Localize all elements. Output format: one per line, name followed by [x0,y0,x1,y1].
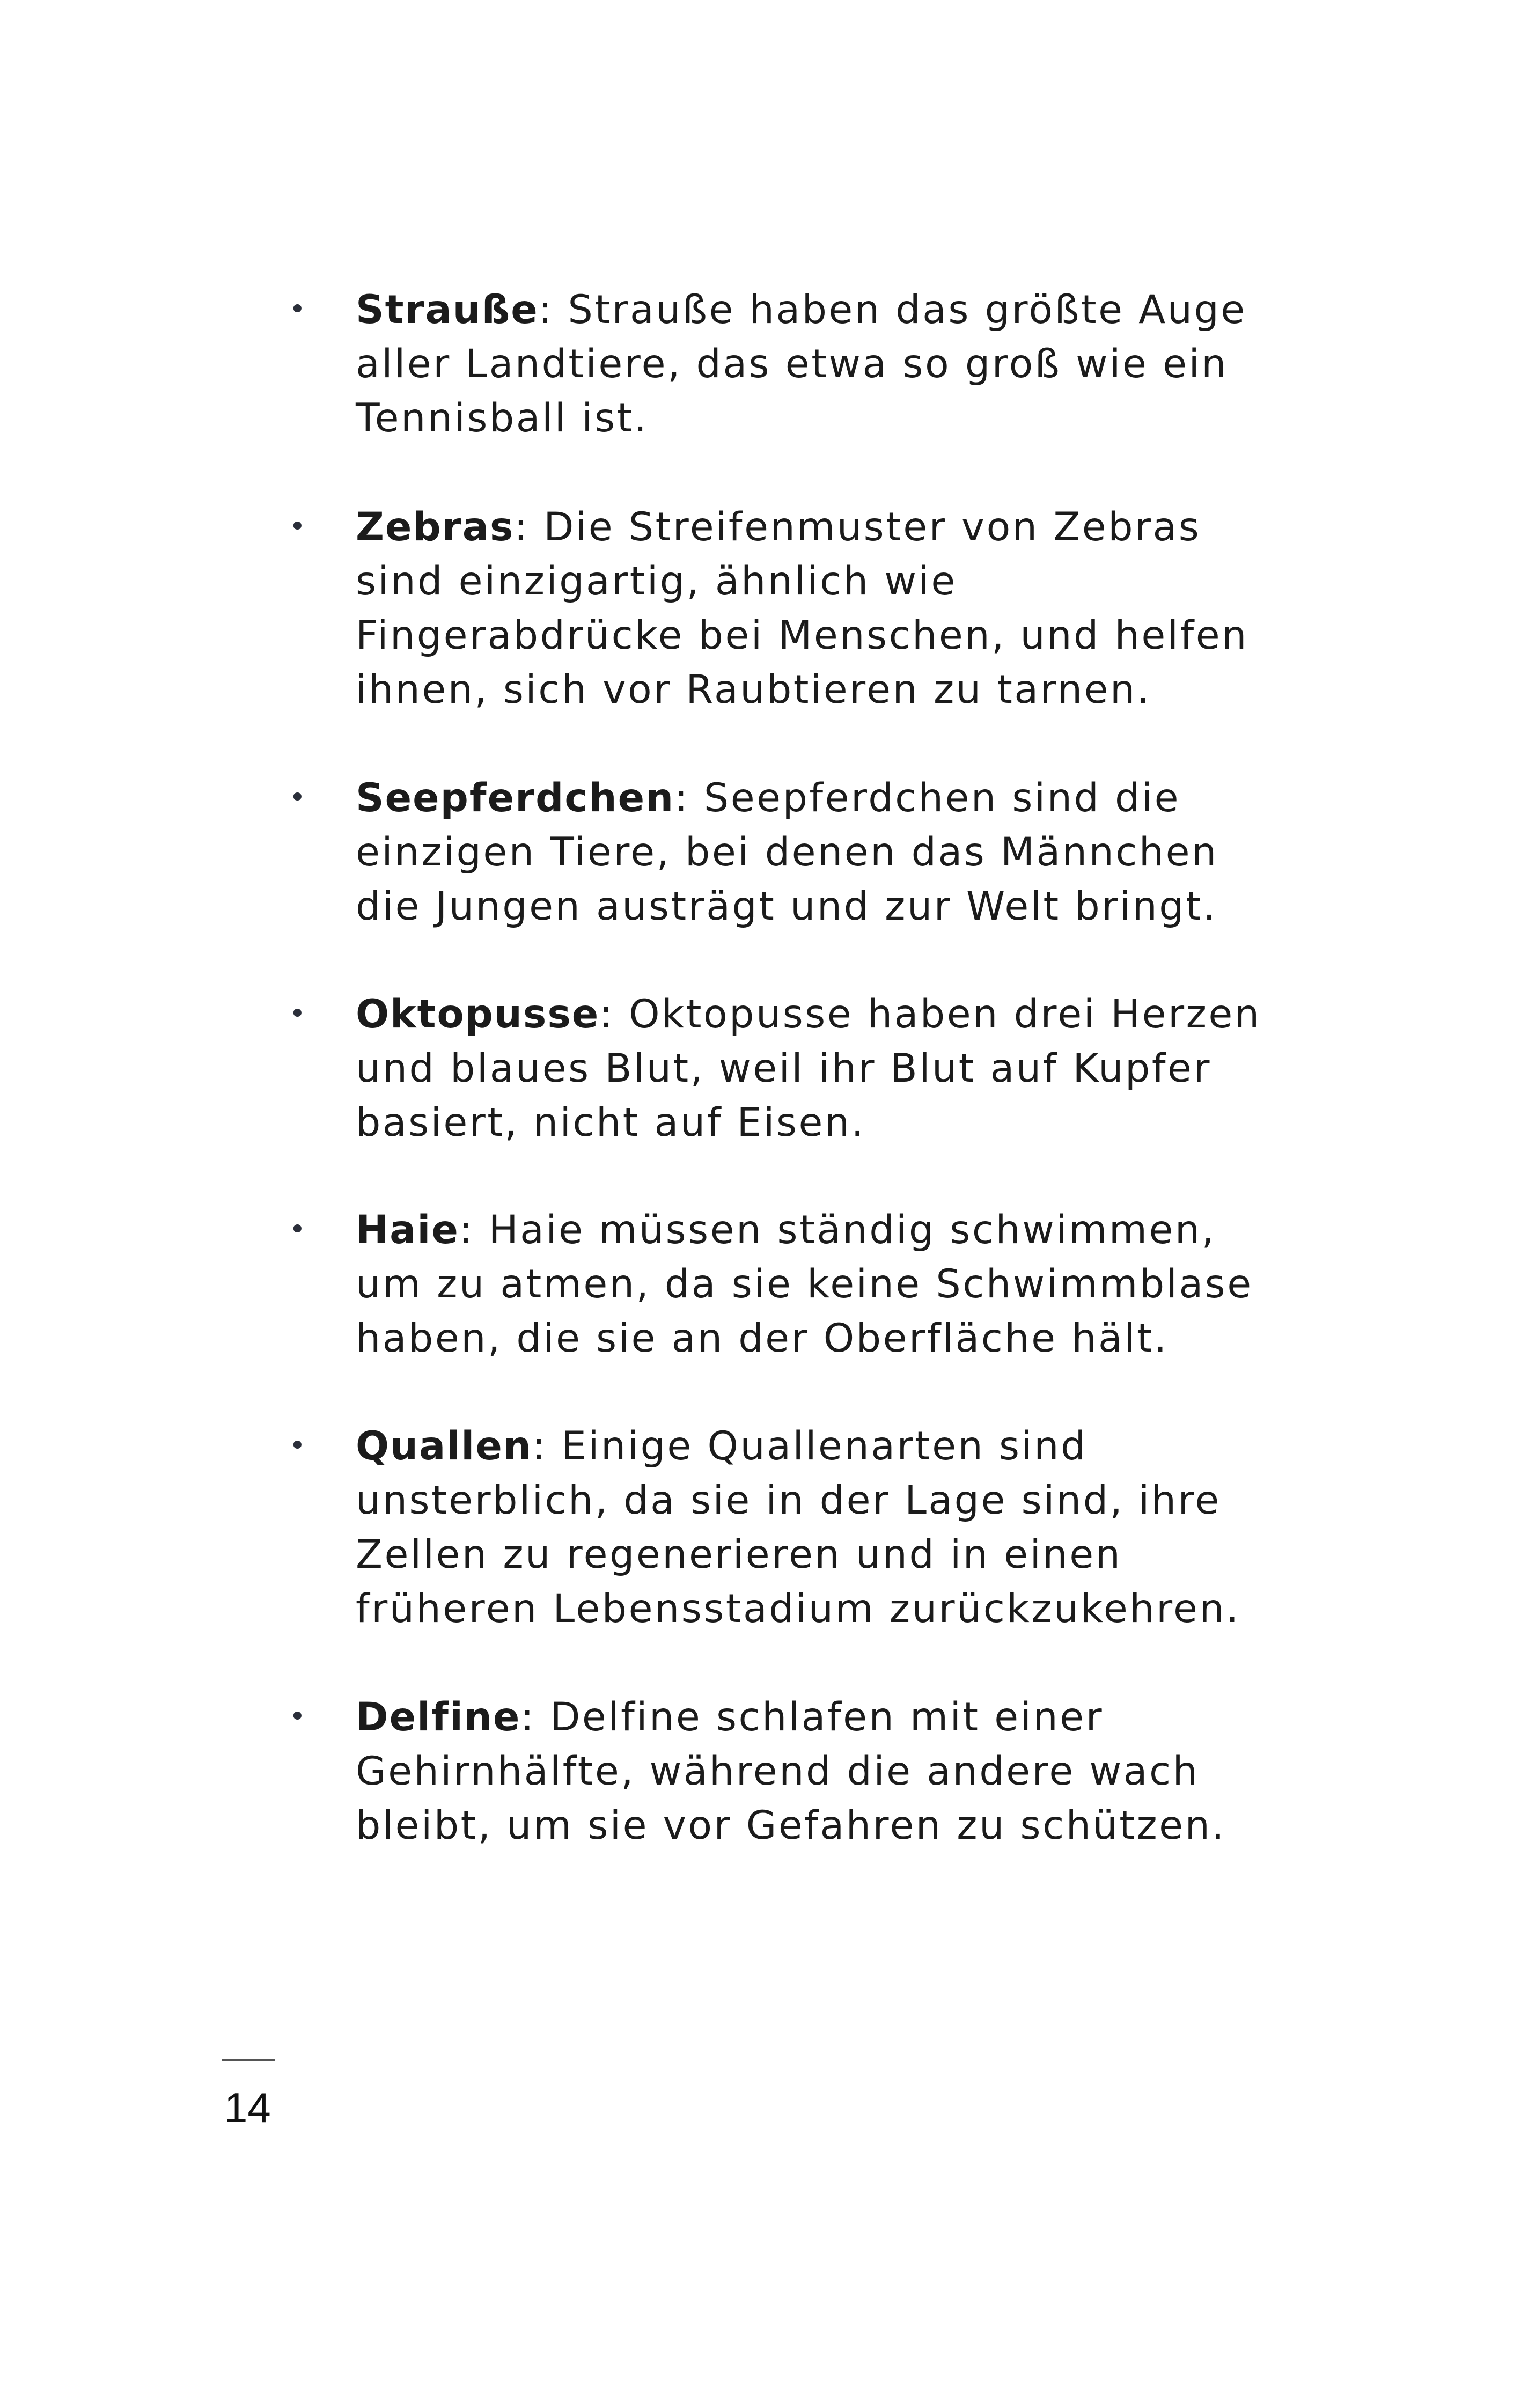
bullet-point: • [289,511,308,543]
fact-item [289,771,1218,934]
page-number: 14 [224,2084,271,2131]
fact-text: : Seepferdchen sind die [674,775,1181,821]
fact-item [289,1203,1253,1365]
fact-line [356,987,1261,1041]
fact-text: : Die Streifenmuster von Zebras [514,504,1201,550]
fact-line: haben, die sie an der Oberfläche hält. [356,1316,1169,1361]
fact-line: um zu atmen, da sie keine Schwimmblase [356,1261,1253,1307]
bullet-point: • [289,1701,308,1733]
fact-item [289,283,1247,445]
footer-rule [222,2059,275,2061]
fact-text: : Strauße haben das größte Auge [538,287,1247,333]
fact-item [289,1419,1240,1636]
fact-term: Haie [356,1207,459,1253]
fact-line: Tennisball ist. [356,395,649,441]
fact-line: früheren Lebensstadium zurückzukehren. [356,1586,1240,1632]
fact-term: Seepferdchen [356,775,675,821]
fact-line: sind einzigartig, ähnlich wie [356,559,957,604]
fact-term: Strauße [356,287,539,333]
fact-item [289,500,1248,717]
fact-line: die Jungen austrägt und zur Welt bringt. [356,884,1217,929]
fact-line [356,500,1201,554]
fact-line: ihnen, sich vor Raubtieren zu tarnen. [356,667,1151,713]
fact-line: einzigen Tiere, bei denen das Männchen [356,829,1218,875]
bullet-point: • [289,293,308,326]
fact-line: Zellen zu regenerieren und in einen [356,1532,1122,1577]
fact-line [356,283,1247,337]
fact-line [356,1419,1193,1473]
fact-line: Fingerabdrücke bei Menschen, und helfen [356,613,1248,658]
fact-term: Oktopusse [356,992,600,1037]
bullet-point: • [289,1214,308,1246]
fact-text: : Oktopusse haben drei Herzen [599,992,1261,1037]
fact-text: : Einige Quallenarten sind [532,1423,1088,1469]
fact-line: basiert, nicht auf Eisen. [356,1100,866,1146]
fact-line [356,1203,1216,1257]
fact-line: unsterblich, da sie in der Lage sind, ihre [356,1478,1221,1523]
fact-line: und blaues Blut, weil ihr Blut auf Kupfer [356,1046,1211,1091]
fact-item [289,1690,1226,1853]
bullet-point: • [289,1430,308,1462]
fact-line [356,771,1193,825]
fact-line: aller Landtiere, das etwa so groß wie ein [356,341,1229,387]
fact-line [356,1690,1193,1744]
fact-term: Quallen [356,1423,532,1469]
fact-term: Zebras [356,504,515,550]
bullet-point: • [289,782,308,814]
fact-line: bleibt, um sie vor Gefahren zu schützen. [356,1803,1226,1848]
fact-text: : Delfine schlafen mit einer [520,1694,1104,1740]
fact-line: Gehirnhälfte, während die andere wach [356,1749,1200,1794]
fact-item [289,987,1261,1150]
fact-term: Delfine [356,1694,521,1740]
fact-text: : Haie müssen ständig schwimmen, [459,1207,1216,1253]
bullet-point: • [289,998,308,1030]
